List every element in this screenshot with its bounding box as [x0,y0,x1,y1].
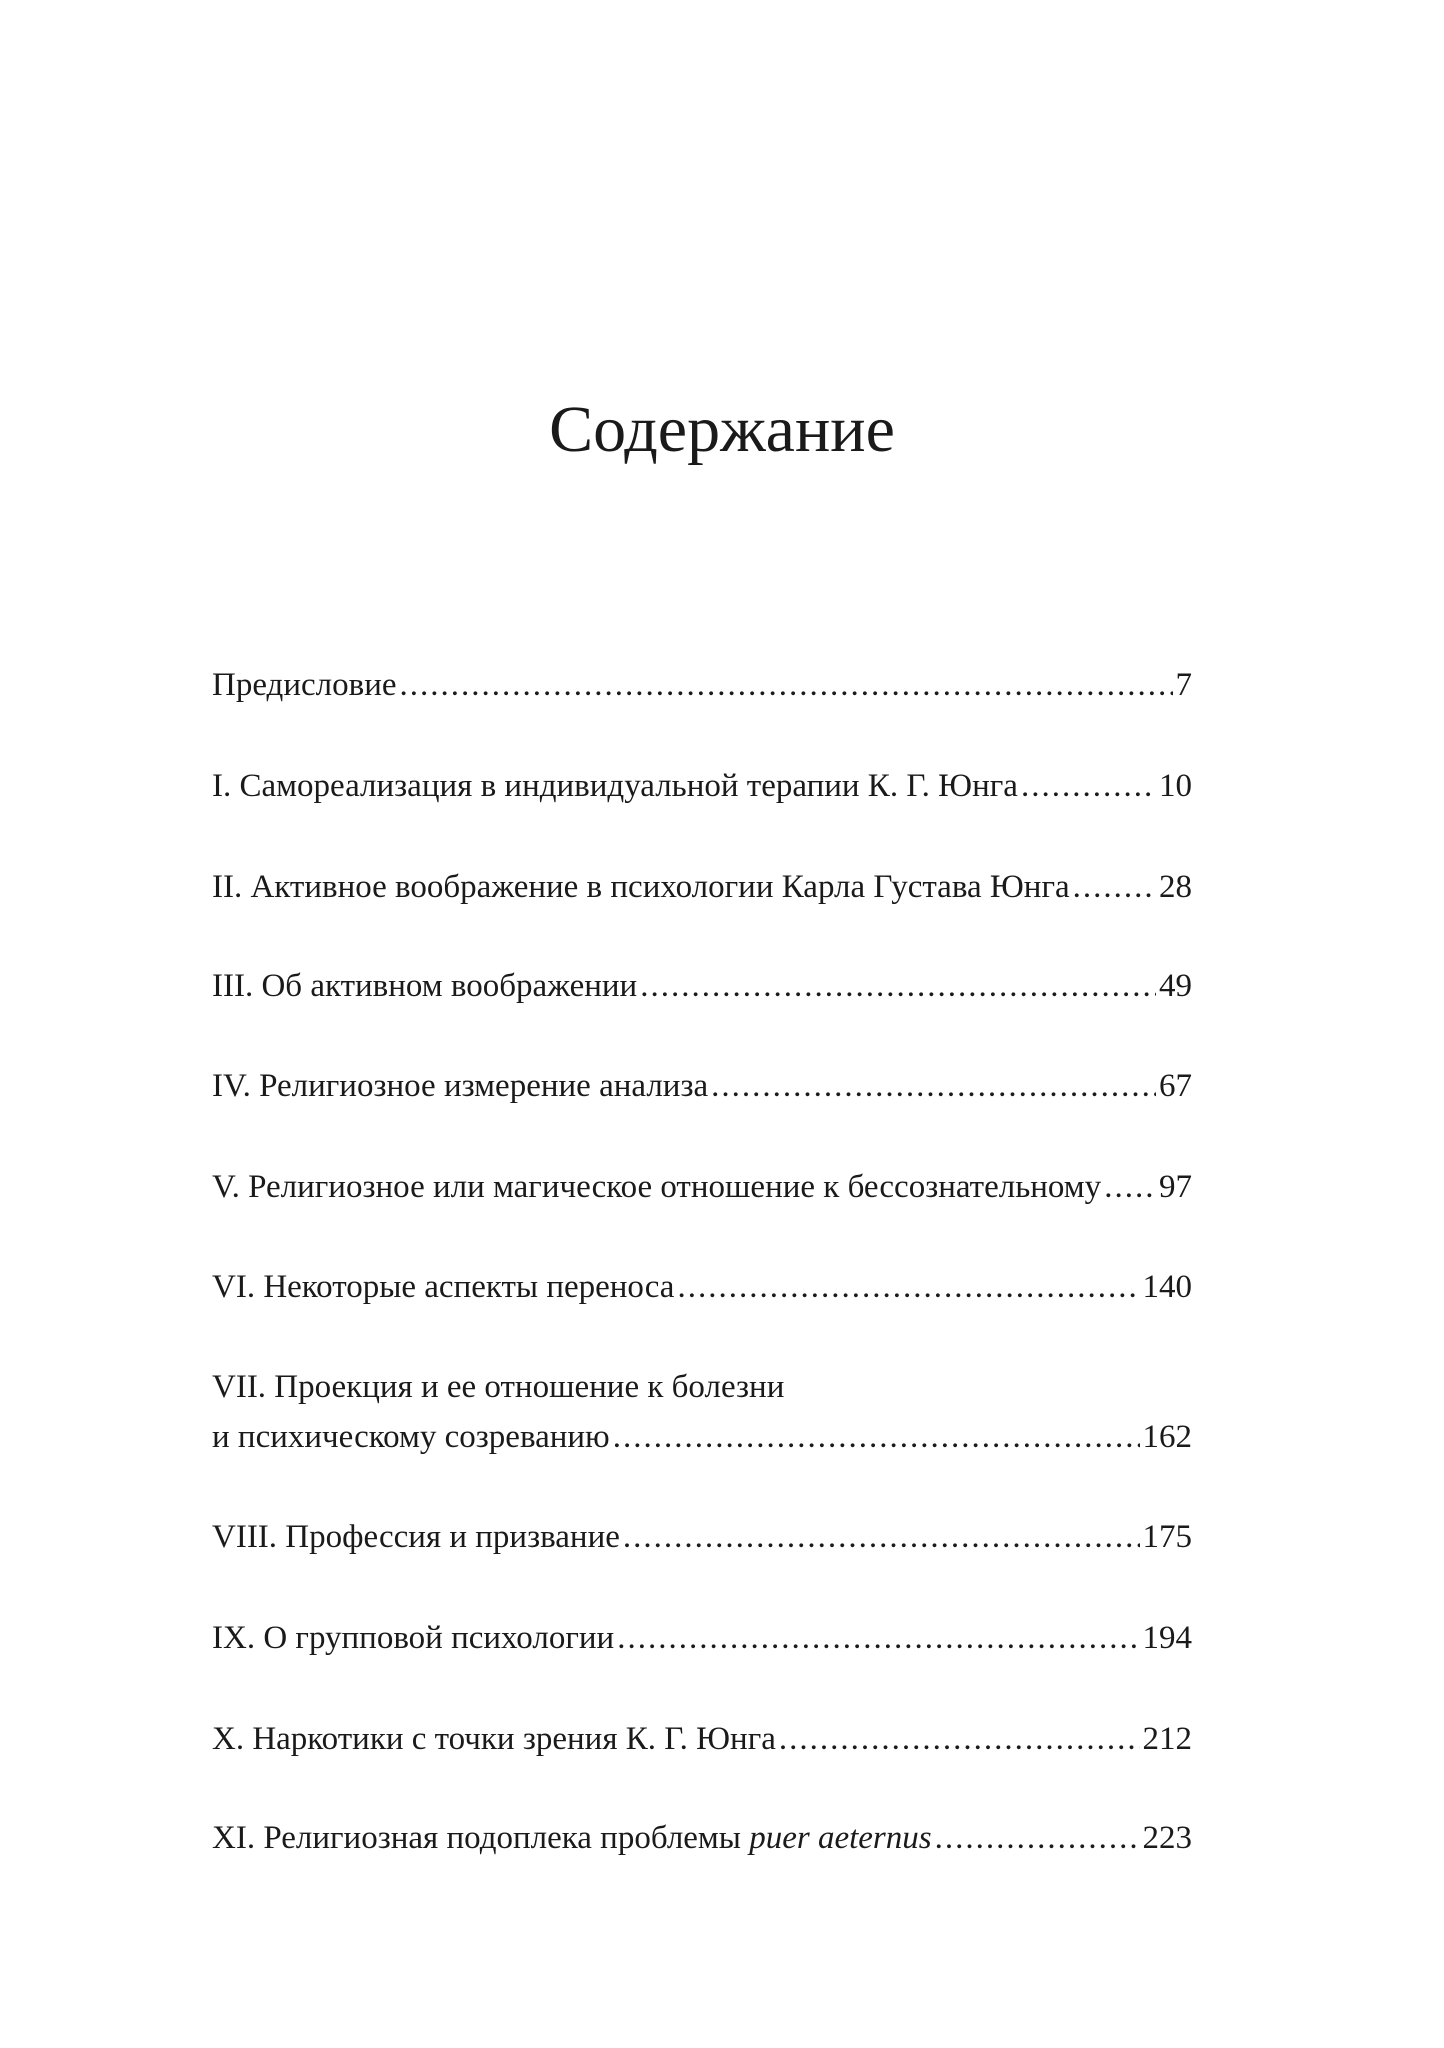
leader-dots [677,1267,1139,1307]
toc-entry[interactable]: VIII. Профессия и призвание ..... 175 [212,1517,1192,1557]
toc-entry[interactable]: VI. Некоторые аспекты переноса ..... 140 [212,1267,1192,1307]
toc-entry[interactable]: V. Религиозное или магическое отношение к бессознательному ..... 97 [212,1167,1192,1207]
leader-dots [623,1517,1140,1557]
page-title: Содержание [549,393,895,466]
leader-dots [711,1066,1156,1106]
toc-entry[interactable]: IV. Религиозное измерение анализа ..... 67 [212,1066,1192,1106]
toc-entry[interactable]: XI. Религиозная подоплека проблемы puer aeternus ..... 223 [212,1818,1192,1858]
leader-dots [1073,867,1156,907]
toc-entry[interactable]: I. Самореализация в индивидуальной терапии К. Г. Юнга ..... 10 [212,766,1192,806]
leader-dots [935,1818,1140,1858]
leader-dots [779,1719,1140,1759]
latin-term: puer aeternus [749,1820,932,1856]
leader-dots [613,1417,1140,1457]
toc-entry-preface[interactable]: Предисловие ..... 7 [212,665,1192,705]
toc-entry[interactable]: X. Наркотики с точки зрения К. Г. Юнга ..... 212 [212,1719,1192,1759]
toc-entry[interactable]: IX. О групповой психологии ..... 194 [212,1618,1192,1658]
toc-entry[interactable]: III. Об активном воображении ..... 49 [212,966,1192,1006]
leader-dots [617,1618,1139,1658]
toc-entry[interactable]: II. Активное воображение в психологии Карла Густава Юнга ..... 28 [212,867,1192,907]
leader-dots [1104,1167,1156,1207]
toc-entry[interactable]: и психическому созреванию ..... 162 [212,1417,1192,1457]
leader-dots [640,966,1156,1006]
toc-entry-first-line[interactable]: VII. Проекция и ее отношение к болезни [212,1369,785,1405]
leader-dots [1021,766,1156,806]
leader-dots [400,665,1173,705]
